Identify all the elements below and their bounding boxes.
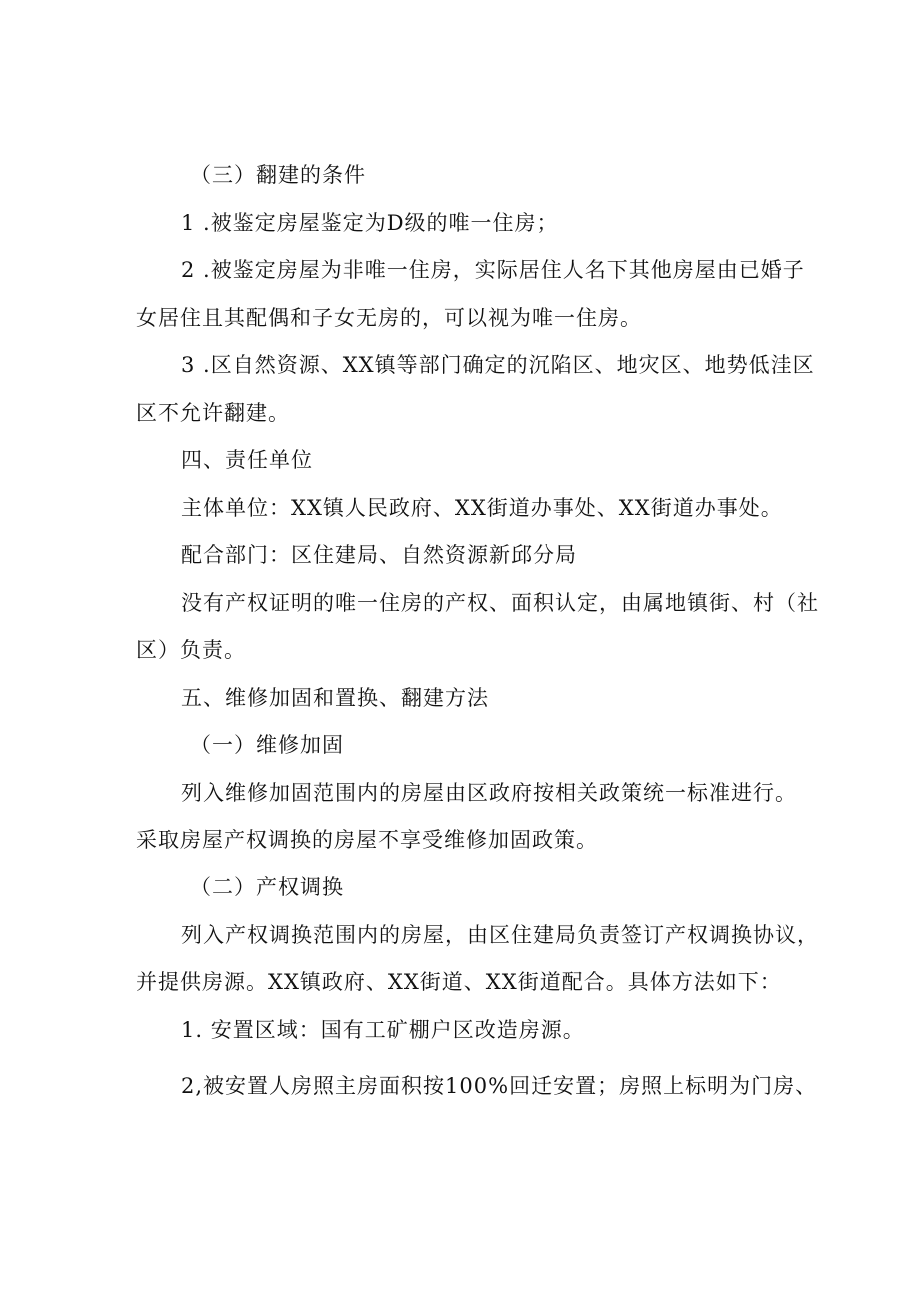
paragraph-property-certification-line-2: 区）负责。 xyxy=(136,638,246,662)
paragraph-condition-1: 1 .被鉴定房屋鉴定为D级的唯一住房； xyxy=(181,211,559,235)
paragraph-resettlement-area-percentage: 2,被安置人房照主房面积按100%回迁安置；房照上标明为门房、 xyxy=(181,1074,818,1098)
subsection-heading-property-exchange: （二）产权调换 xyxy=(190,875,344,899)
subsection-heading-rebuild-conditions: （三）翻建的条件 xyxy=(190,163,366,187)
paragraph-resettlement-area: 1. 安置区域：国有工矿棚户区改造房源。 xyxy=(181,1018,585,1042)
paragraph-main-units: 主体单位：XX镇人民政府、XX街道办事处、XX街道办事处。 xyxy=(181,496,783,520)
paragraph-condition-2-line-2: 女居住且其配偶和子女无房的，可以视为唯一住房。 xyxy=(136,306,642,330)
paragraph-condition-2-line-1: 2 .被鉴定房屋为非唯一住房，实际居住人名下其他房屋由已婚子 xyxy=(181,258,805,282)
paragraph-maintenance-line-2: 采取房屋产权调换的房屋不享受维修加固政策。 xyxy=(136,828,598,852)
paragraph-maintenance-line-1: 列入维修加固范围内的房屋由区政府按相关政策统一标准进行。 xyxy=(181,781,797,805)
paragraph-property-exchange-line-1: 列入产权调换范围内的房屋，由区住建局负责签订产权调换协议， xyxy=(181,923,819,947)
section-heading-responsible-units: 四、责任单位 xyxy=(181,448,313,472)
paragraph-condition-3-line-1: 3 .区自然资源、XX镇等部门确定的沉陷区、地灾区、地势低洼区 xyxy=(181,353,815,377)
section-heading-methods: 五、维修加固和置换、翻建方法 xyxy=(181,686,489,710)
paragraph-property-certification-line-1: 没有产权证明的唯一住房的产权、面积认定，由属地镇街、村（社 xyxy=(181,591,819,615)
paragraph-cooperating-departments: 配合部门：区住建局、自然资源新邱分局 xyxy=(181,543,577,567)
paragraph-property-exchange-line-2: 并提供房源。XX镇政府、XX街道、XX街道配合。具体方法如下： xyxy=(136,970,782,994)
subsection-heading-maintenance: （一）维修加固 xyxy=(190,733,344,757)
paragraph-condition-3-line-2: 区不允许翻建。 xyxy=(136,401,290,425)
